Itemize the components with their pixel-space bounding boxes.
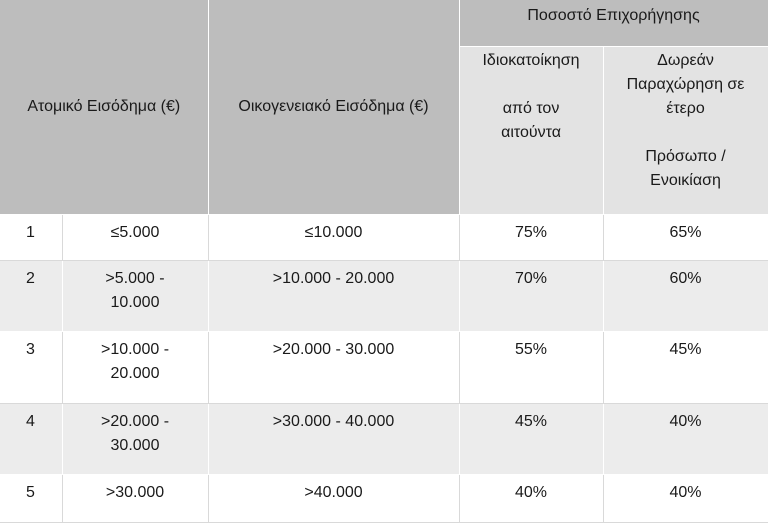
- individual-income-line: >10.000 -: [100, 340, 170, 358]
- family-income-cell: >20.000 - 30.000: [208, 331, 459, 403]
- row-index: 5: [0, 474, 62, 522]
- header-owner-occupancy: [459, 46, 603, 214]
- header-individual-income: Ατομικό Εισόδημα (€): [0, 0, 208, 214]
- header-free-line1: Δωρεάν: [657, 51, 714, 69]
- family-income-cell: >40.000: [208, 474, 459, 522]
- table-row: [0, 214, 768, 260]
- owner-percentage-cell: 40%: [459, 474, 603, 522]
- table-row: [0, 403, 768, 474]
- family-income-cell: >30.000 - 40.000: [208, 403, 459, 474]
- individual-income-cell: [62, 474, 208, 522]
- individual-income-line: >30.000: [105, 483, 165, 501]
- individual-income-line: >5.000 -: [105, 269, 165, 287]
- header-free-concession: [603, 46, 768, 214]
- header-owner-line2: από τον: [502, 99, 560, 117]
- family-income-cell: >10.000 - 20.000: [208, 260, 459, 331]
- header-subsidy-percentage: Ποσοστό Επιχορήγησης: [459, 0, 768, 46]
- free-percentage-cell: 45%: [603, 331, 768, 403]
- family-income-cell: ≤10.000: [208, 214, 459, 260]
- owner-percentage-cell: 45%: [459, 403, 603, 474]
- table-row: [0, 260, 768, 331]
- individual-income-line: 10.000: [110, 293, 160, 311]
- individual-income-line: 30.000: [110, 436, 160, 454]
- row-index: 3: [0, 331, 62, 403]
- header-owner-line1: Ιδιοκατοίκηση: [482, 51, 580, 69]
- row-index: 4: [0, 403, 62, 474]
- row-index: 1: [0, 214, 62, 260]
- individual-income-line: >20.000 -: [100, 412, 170, 430]
- individual-income-line: 20.000: [110, 364, 160, 382]
- individual-income-cell: [62, 331, 208, 403]
- header-free-line2: Παραχώρηση σε: [626, 75, 745, 93]
- table-row: [0, 331, 768, 403]
- header-family-income: Οικογενειακό Εισόδημα (€): [208, 0, 459, 214]
- header-free-line3: έτερο: [666, 99, 705, 117]
- free-percentage-cell: 65%: [603, 214, 768, 260]
- individual-income-line: ≤5.000: [110, 223, 160, 241]
- individual-income-cell: [62, 260, 208, 331]
- owner-percentage-cell: 70%: [459, 260, 603, 331]
- free-percentage-cell: 40%: [603, 403, 768, 474]
- row-index: 2: [0, 260, 62, 331]
- free-percentage-cell: 40%: [603, 474, 768, 522]
- owner-percentage-cell: 55%: [459, 331, 603, 403]
- table-row: [0, 474, 768, 522]
- individual-income-cell: [62, 214, 208, 260]
- header-free-line5: Ενοικίαση: [650, 171, 721, 189]
- header-owner-line3: αιτούντα: [501, 123, 561, 141]
- header-free-line4: Πρόσωπο /: [645, 147, 726, 165]
- owner-percentage-cell: 75%: [459, 214, 603, 260]
- free-percentage-cell: 60%: [603, 260, 768, 331]
- individual-income-cell: [62, 403, 208, 474]
